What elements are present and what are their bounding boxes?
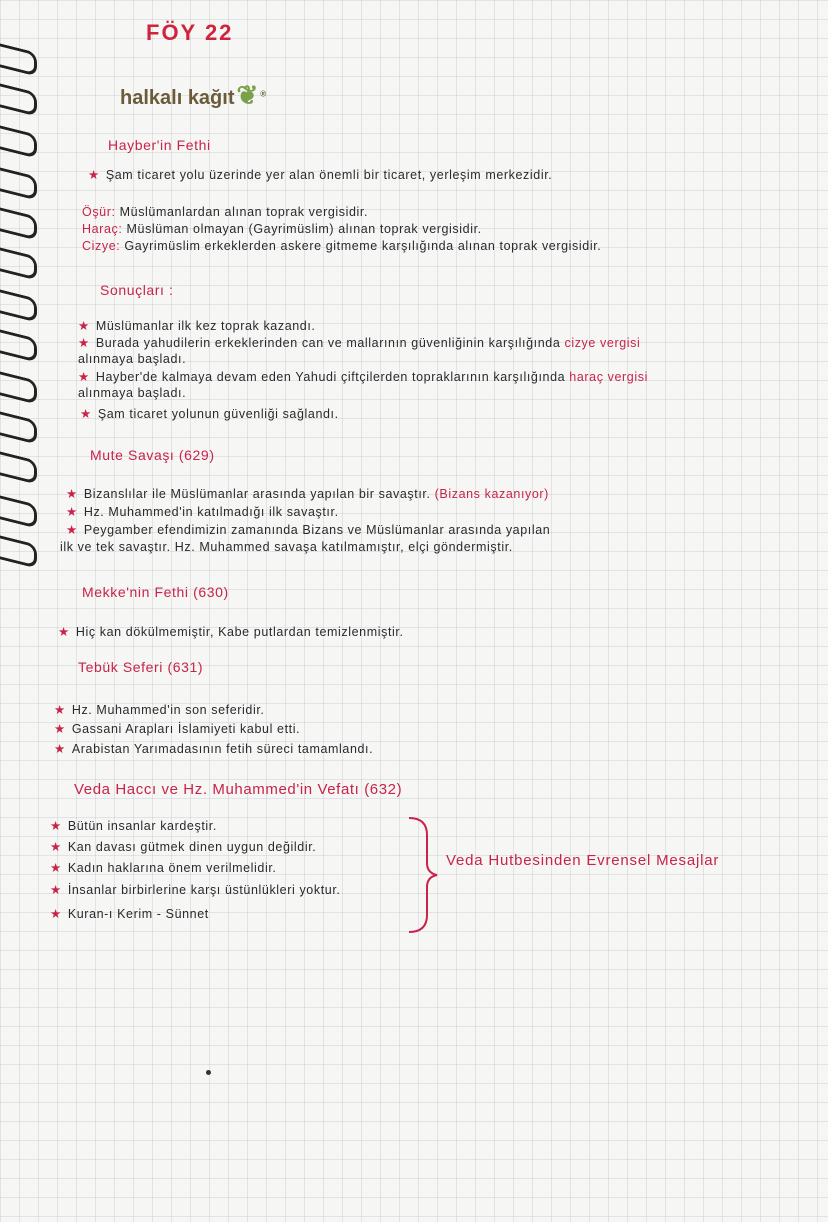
highlight: (Bizans kazanıyor) [434, 487, 549, 501]
star-icon: ★ [66, 523, 78, 537]
bullet-continuation: alınmaya başladı. [78, 386, 187, 400]
bullet-text: İnsanlar birbirlerine karşı üstünlükleri yoktur. [67, 883, 341, 897]
bullet [50, 839, 316, 854]
bullet-continuation: alınmaya başladı. [78, 352, 187, 366]
tree-logo-icon: ❦ [236, 80, 259, 110]
brand-logo [120, 80, 266, 111]
star-icon: ★ [50, 861, 62, 875]
bullet [54, 741, 373, 756]
term-def: Gayrimüslim erkeklerden askere gitmeme karşılığında alınan toprak vergisidir. [124, 239, 602, 253]
section-title-tebuk: Tebük Seferi (631) [78, 659, 204, 675]
bullet-text: Peygamber efendimizin zamanında Bizans ve Müslümanlar arasında yapılan [83, 523, 551, 537]
bullet [50, 882, 340, 897]
term: Cizye: [82, 239, 121, 253]
section-title-mute: Mute Savaşı (629) [90, 447, 215, 463]
sheet-number: FÖY 22 [146, 20, 234, 45]
star-icon: ★ [50, 883, 62, 897]
bullet-text: Gassani Arapları İslamiyeti kabul etti. [71, 722, 301, 736]
star-icon: ★ [58, 625, 70, 639]
star-icon: ★ [78, 370, 90, 384]
bullet [78, 318, 316, 333]
results-title: Sonuçları : [100, 282, 174, 298]
bullet-text: Kadın haklarına önem verilmelidir. [67, 861, 277, 875]
bullet [80, 406, 339, 421]
star-icon: ★ [66, 487, 78, 501]
bullet [66, 522, 550, 537]
section-title-mekke: Mekke'nin Fethi (630) [82, 584, 229, 600]
spiral-ring [0, 495, 37, 528]
spiral-ring [0, 207, 37, 240]
brand-mark: ® [260, 89, 267, 99]
star-icon: ★ [66, 505, 78, 519]
bullet [50, 818, 217, 833]
bullet-text: Hiç kan dökülmemiştir, Kabe putlardan temizlenmiştir. [75, 625, 404, 639]
bullet-text: Şam ticaret yolu üzerinde yer alan önemli bir ticaret, yerleşim merkezidir. [105, 168, 553, 182]
brace-label: Veda Hutbesinden Evrensel Mesajlar [446, 852, 720, 869]
bullet-text: Hz. Muhammed'in katılmadığı ilk savaştır. [83, 505, 339, 519]
term-def: Müslüman olmayan (Gayrimüslim) alınan toprak vergisidir. [126, 222, 482, 236]
curly-brace [405, 815, 441, 935]
spiral-ring [0, 371, 37, 404]
star-icon: ★ [50, 840, 62, 854]
spiral-ring [0, 83, 37, 116]
star-icon: ★ [80, 407, 92, 421]
term-row [82, 239, 601, 253]
star-icon: ★ [88, 168, 100, 182]
spiral-ring [0, 451, 37, 484]
section-title-veda: Veda Haccı ve Hz. Muhammed'in Vefatı (632) [74, 781, 403, 798]
bullet-text: Müslümanlar ilk kez toprak kazandı. [95, 319, 316, 333]
spiral-ring [0, 329, 37, 362]
term-def: Müslümanlardan alınan toprak vergisidir. [119, 205, 369, 219]
bullet [54, 702, 265, 717]
bullet [50, 906, 209, 921]
star-icon: ★ [50, 819, 62, 833]
spiral-ring [0, 411, 37, 444]
bullet-text: Hayber'de kalmaya devam eden Yahudi çiftçilerden topraklarının karşılığında [95, 370, 566, 384]
pen-dot [206, 1070, 211, 1075]
bullet [58, 624, 404, 639]
star-icon: ★ [78, 319, 90, 333]
bullet [66, 504, 339, 519]
term: Öşür: [82, 205, 116, 219]
spiral-ring [0, 43, 37, 76]
bullet-text: Şam ticaret yolunun güvenliği sağlandı. [97, 407, 339, 421]
spiral-ring [0, 289, 37, 322]
spiral-ring [0, 535, 37, 568]
spiral-ring [0, 125, 37, 158]
bullet [54, 721, 300, 736]
term-row [82, 222, 482, 236]
term-row [82, 205, 368, 219]
star-icon: ★ [50, 907, 62, 921]
bullet [78, 335, 640, 350]
section-title-hayber: Hayber'in Fethi [108, 137, 211, 153]
bullet [66, 486, 549, 501]
spiral-ring [0, 247, 37, 280]
bullet-text: Bizanslılar ile Müslümanlar arasında yapılan bir savaştır. [83, 487, 431, 501]
highlight: haraç vergisi [569, 370, 648, 384]
star-icon: ★ [54, 742, 66, 756]
bullet-text: Bütün insanlar kardeştir. [67, 819, 217, 833]
spiral-ring [0, 167, 37, 200]
bullet-text: Hz. Muhammed'in son seferidir. [71, 703, 265, 717]
bullet [50, 860, 277, 875]
bullet [88, 167, 552, 182]
bullet-continuation: ilk ve tek savaştır. Hz. Muhammed savaşa katılmamıştır, elçi göndermiştir. [60, 540, 513, 554]
highlight: cizye vergisi [564, 336, 641, 350]
bullet-text: Burada yahudilerin erkeklerinden can ve mallarının güvenliğinin karşılığında [95, 336, 561, 350]
bullet-text: Kuran-ı Kerim - Sünnet [67, 907, 209, 921]
brand-name: halkalı kağıt [120, 87, 235, 109]
star-icon: ★ [78, 336, 90, 350]
bullet-text: Kan davası gütmek dinen uygun değildir. [67, 840, 317, 854]
term: Haraç: [82, 222, 123, 236]
star-icon: ★ [54, 703, 66, 717]
bullet [78, 369, 648, 384]
star-icon: ★ [54, 722, 66, 736]
bullet-text: Arabistan Yarımadasının fetih süreci tamamlandı. [71, 742, 374, 756]
